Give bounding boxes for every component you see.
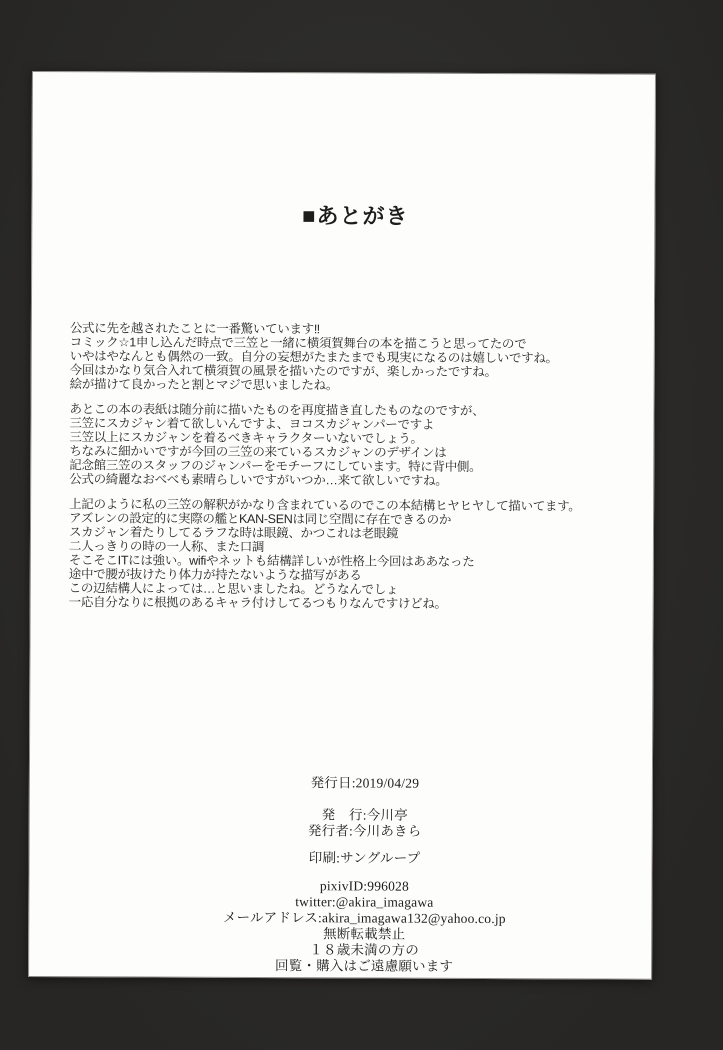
- afterword-page: [28, 71, 656, 980]
- afterword-paragraph-2: [69, 402, 635, 488]
- afterword-paragraph-1: [70, 321, 636, 393]
- afterword-text-line: この辺結構人によっては…と思いましたね。どうなんでしょ: [68, 581, 399, 597]
- afterword-text-line: アズレンの設定的に実際の艦とKAN-SENは同じ空間に存在できるのか: [69, 511, 452, 527]
- twitter-handle: twitter:@akira_imagawa: [295, 894, 434, 910]
- afterword-text-line: いやはやなんとも偶然の一致。自分の妄想がたまたまでも現実になるのは嬉しいですね。: [69, 349, 558, 366]
- afterword-text-line: 途中で腰が抜けたり体力が持たないような描写がある: [68, 567, 362, 583]
- afterword-text-line: 公式に先を越されたことに一番驚いています‼: [69, 321, 320, 337]
- colophon: [53, 774, 676, 976]
- afterword-heading: ■あとがき: [302, 203, 409, 229]
- afterword-paragraph-3: [69, 497, 635, 611]
- afterword-text-line: 一応自分なりに根拠のあるキャラ付けしてるつもりなんですけどね。: [68, 595, 447, 611]
- afterword-text-line: 上記のように私の三笠の解釈がかなり含まれているのでこの本結構ヒヤヒヤして描いてます。: [69, 497, 581, 514]
- no-reproduction-notice: 無断転載禁止: [323, 926, 406, 942]
- afterword-text-line: 今回はかなり気合入れて横須賀の風景を描いたのですが、楽しかったですね。: [69, 363, 497, 380]
- printer-name: 印刷:サングループ: [308, 850, 421, 866]
- afterword-text-line: 二人っきりの時の一人称、また口調: [68, 539, 265, 555]
- afterword-text-line: 三笠にスカジャン着て欲しいんですよ、ヨコスカジャンパーですよ: [69, 416, 435, 432]
- publisher-name: 発 行:今川亭: [321, 807, 408, 823]
- publish-date: 発行日:2019/04/29: [310, 775, 420, 791]
- afterword-text-line: 記念館三笠のスタッフのジャンパーをモチーフにしています。特に背中側。: [69, 458, 482, 474]
- afterword-text-line: 三笠以上にスカジャンを着るべきキャラクターいないでしょう。: [69, 430, 423, 446]
- afterword-text-line: 公式の綺麗なおべべも素晴らしいですがいつか…来て欲しいですね。: [69, 472, 448, 488]
- author-name: 発行者:今川あきら: [307, 823, 422, 839]
- email-address: メールアドレス:akira_imagawa132@yahoo.co.jp: [222, 909, 506, 927]
- pixiv-id: pixivID:996028: [319, 878, 410, 894]
- afterword-text-line: そこそこITには強い。wifiやネットも結構詳しいが性格上今回はああなった: [68, 553, 475, 569]
- age-restriction-notice-line1: １８歳未満の方の: [309, 942, 419, 958]
- afterword-text-line: ちなみに細かいですが今回の三笠の来ているスカジャンのデザインは: [69, 444, 447, 460]
- afterword-text-line: スカジャン着たりしてるラフな時は眼鏡、かつこれは老眼鏡: [68, 525, 399, 541]
- afterword-body: [69, 321, 636, 622]
- afterword-text-line: コミック☆1申し込んだ時点で三笠と一緒に横須賀舞台の本を描こうと思ってたので: [69, 335, 527, 352]
- afterword-text-line: あとこの本の表紙は随分前に描いたものを再度描き直したものなのですが、: [69, 402, 485, 418]
- afterword-text-line: 絵が描けて良かったと割とマジで思いましたね。: [69, 377, 339, 393]
- age-restriction-notice-line2: 回覧・購入はご遠慮願います: [275, 958, 454, 974]
